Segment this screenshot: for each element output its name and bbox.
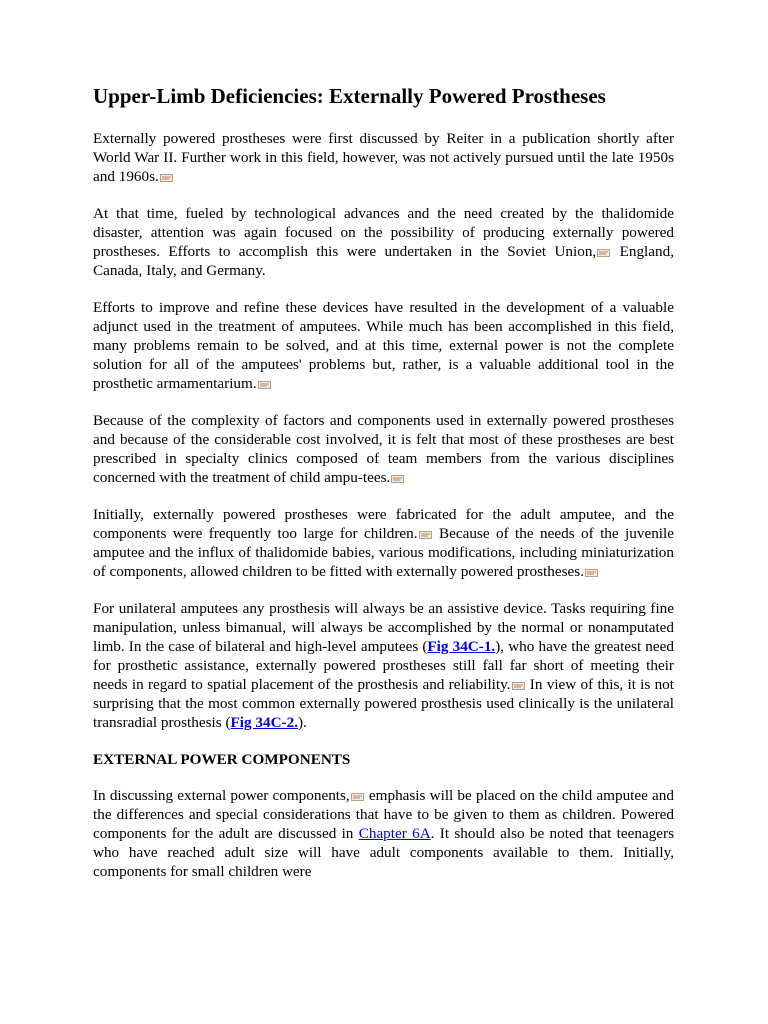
paragraph-text: Initially, externally powered prostheses were fabricated for the adult amputee, and the components were frequently too large for children. (93, 506, 674, 543)
section-heading: EXTERNAL POWER COMPONENTS (93, 751, 351, 769)
reference-icon[interactable] (258, 381, 271, 389)
reference-icon[interactable] (419, 531, 432, 539)
paragraph-text: . It should also be noted that teenagers who have reached adult size will have adult components available to them. Initially, components for small children were (93, 825, 675, 881)
paragraph-text: Efforts to improve and refine these devices have resulted in the development of a valuable adjunct used in the treatment of amputees. While much has been accomplished in this field, many problems remain to be solved, and at this time, external power is not the complete solution for all of the amputees' problems but, rather, is a valuable additional tool in the prosthetic armamentarium. (93, 299, 674, 393)
paragraph-text: Because of the needs of the juvenile amputee and the influx of thalidomide babies, various modifications, including miniaturization of components, allowed children to be fitted with externally powered prostheses. (93, 525, 674, 581)
paragraph-text: England, Canada, Italy, and Germany. (93, 243, 674, 280)
paragraph-text: In view of this, it is not surprising that the most common externally powered prosthesis used clinically is the unilateral transradial prosthesis ( (93, 676, 674, 732)
paragraph-6 (93, 599, 674, 732)
figure-link-34c-2[interactable]: Fig 34C-2. (230, 714, 298, 732)
paragraph-4 (93, 411, 674, 487)
paragraph-text: In discussing external power components, (93, 787, 350, 805)
paragraph-1 (93, 129, 674, 186)
reference-icon[interactable] (391, 475, 404, 483)
paragraph-2 (93, 204, 674, 280)
reference-icon[interactable] (351, 793, 364, 801)
paragraph-text: ), who have the greatest need for prosthetic assistance, externally powered prostheses still fall far short of meeting their needs in regard to spatial placement of the prosthesis and reliability. (93, 638, 674, 694)
reference-icon[interactable] (512, 682, 525, 690)
paragraph-text: For unilateral amputees any prosthesis will always be an assistive device. Tasks requiring fine manipulation, unless bimanual, will always be accomplished by the normal or nonamputated limb. In the case of bilateral and high-level amputees ( (93, 600, 674, 656)
paragraph-text: ). (298, 714, 307, 732)
reference-icon[interactable] (585, 569, 598, 577)
figure-link-34c-1[interactable]: Fig 34C-1. (427, 638, 496, 656)
paragraph-7 (93, 786, 674, 881)
document-page (93, 84, 674, 899)
reference-icon[interactable] (160, 174, 173, 182)
page-title: Upper-Limb Deficiencies: Externally Powered Prostheses (93, 84, 606, 108)
paragraph-3 (93, 298, 674, 393)
paragraph-text: emphasis will be placed on the child amputee and the differences and special considerations that have to be given to them as children. Powered components for the adult are discussed in (93, 787, 674, 843)
paragraph-text: Because of the complexity of factors and components used in externally powered prostheses and because of the considerable cost involved, it is felt that most of these prostheses are best prescribed in specialty clinics composed of team members from the various disciplines concerned with the treatment of child ampu-tees. (93, 412, 674, 487)
reference-icon[interactable] (597, 249, 610, 257)
chapter-link-6a[interactable]: Chapter 6A (358, 825, 431, 843)
paragraph-text: Externally powered prostheses were first discussed by Reiter in a publication shortly after World War II. Further work in this field, however, was not actively pursued until the late 1950s and 1960s. (93, 130, 674, 186)
paragraph-text: At that time, fueled by technological advances and the need created by the thalidomide disaster, attention was again focused on the possibility of producing externally powered prostheses. Efforts to accomplish this were undertaken in the Soviet Union, (93, 205, 674, 261)
paragraph-5 (93, 505, 674, 581)
